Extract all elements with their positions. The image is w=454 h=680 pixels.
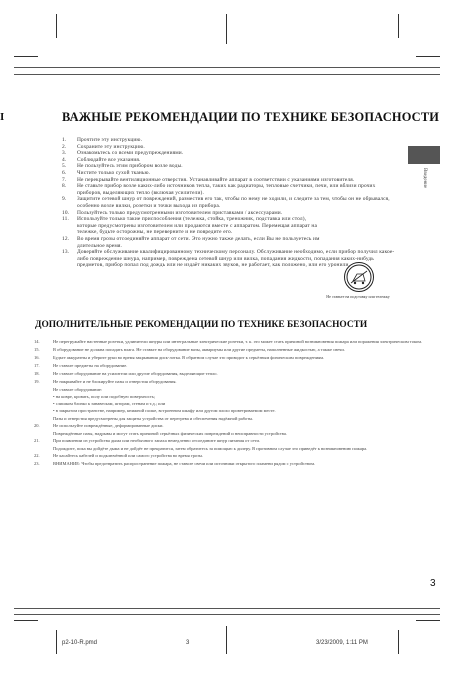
list-item-number: 16. [34,354,40,360]
page-marker: I [0,111,5,123]
crop-mark [416,56,440,57]
list-item-text: Пользуйтесь только предусмотренными изготовителем приставками / аксессуарами. [77,209,283,216]
safety-instruction-item [62,236,325,249]
footer-timestamp: 3/23/2009, 1:11 PM [316,640,368,646]
list-item-number: 11. [62,216,69,223]
crop-mark [226,14,227,44]
list-item-text: Сохраните эту инструкцию. [77,143,145,150]
top-rule [14,67,440,68]
additional-instruction-item [34,453,428,459]
list-item-number: 5. [62,163,67,170]
page-title: ВАЖНЫЕ РЕКОМЕНДАЦИИ ПО ТЕХНИКЕ БЕЗОПАСНОСТИ [62,110,440,124]
additional-instruction-item [34,461,428,467]
list-item-text: • в закрытом пространстве, например, книжной полке, встроенном шкафу или другом плохо проветриваемом месте. [53,408,276,414]
list-item-text: Не ставьте оборудование: [53,386,103,392]
list-item-text: Не ставьте прибор возле каких-либо источников тепла, таких как радиаторы, тепловые счетчики, печи, или вблизи прочих приборов, выделяющих тепло (включая усилители). [77,183,376,196]
footer-filename: p2-10-R.pmd [62,640,98,646]
safety-instruction-item [62,216,325,236]
list-item-text: В оборудование не должна попадать влага. Не ставьте на оборудование вазы, аквариумы или другие предметы, наполненные жидкостью, а также свечи. [53,346,345,352]
list-item-number: 19. [34,378,40,384]
section-tab [408,146,440,164]
list-item-number: 17. [34,362,40,368]
list-item-number: 20. [34,422,40,428]
additional-instruction-item [34,347,428,353]
list-item-number: 6. [62,169,67,176]
additional-instruction-item [34,379,428,385]
list-item-number: 14. [34,339,40,344]
list-item-number: 9. [62,196,67,203]
list-item-text: Не накрывайте и не блокируйте пазы и отверстия оборудования. [53,378,177,384]
additional-instructions-list [34,339,428,469]
cart-warning-caption: Не ставьте на подставку или тележку [326,294,390,299]
list-item-number: 15. [34,346,40,352]
additional-instruction-item [34,446,428,452]
safety-instruction-item [62,163,398,170]
list-item-text: • на ковре, кровать, полу или подобную поверхность; [53,394,156,400]
crop-mark [14,620,38,621]
additional-instruction-item [34,408,428,414]
crop-mark [226,626,227,654]
footer-page: 3 [186,640,190,646]
crop-mark [398,630,399,654]
safety-instruction-item [62,183,398,196]
list-item-text: ВНИМАНИЕ: Чтобы предотвратить распространение пожара, не ставьте свечи или источники открытого пламени рядом с устройством. [53,461,316,467]
list-item-number: 21. [34,438,40,444]
list-item-number: 3. [62,150,67,157]
bottom-rule [14,608,440,609]
list-item-text: Подождите, пока вы дойдёте дыма и не дойдёт не прекратится, затем обратитесь за помощью к дилеру. В противном случае это приведёт к возникновению пожара. [53,446,368,451]
safety-instruction-item [62,150,398,157]
list-item-text: Не пользуйтесь этим прибором возле воды. [77,163,183,170]
crop-mark [416,620,440,621]
list-item-number: 1. [62,137,67,143]
additional-instruction-item [34,431,428,437]
additional-instruction-item [34,339,428,345]
additional-instruction-item [34,355,428,361]
list-item-text: • слишком близко к занавескам, шторам, стенам и т.д.; или [53,401,166,407]
top-rule [14,74,440,75]
safety-instructions-list [62,137,398,269]
crop-mark [56,630,57,654]
additional-instruction-item [34,438,428,444]
list-item-number: 4. [62,156,67,163]
list-item-text: Пазы и отверстия предусмотрены для защиты устройства от перегрева и обеспечения надёжной работы. [53,415,254,421]
list-item-number: 8. [62,183,67,190]
list-item-text: Не ставьте предметы на оборудование. [53,362,128,368]
safety-instruction-item [62,137,398,144]
list-item-number: 12. [62,235,70,242]
list-item-text: Не касайтесь кабелей и подключённой или самого устройства во время грозы. [53,453,204,459]
list-item-text: При появлении из устройства дыма или необычного запаха немедленно отсоедините шнур питания от сети. [53,438,260,444]
list-item-number: 18. [34,370,40,376]
list-item-number: 2. [62,143,67,150]
list-item-text: Во время грозы отсоединяйте аппарат от сети. Это нужно также делать, если Вы не пользуетесь им длительное время. [77,235,320,249]
list-item-text: Используйте только такие приспособления (тележка, стойка, треножник, подставка или стол), которые предусмотрены изготовителем или продаются вместе с аппаратом. Перемещая аппарат на тележке, будьте осторожны, не переверните и не повредите его. [77,216,318,236]
list-item-text: Доверяйте обслуживание квалифицированному техническому персоналу. Обслуживание необходимо, если прибор получил какое-либо повреждение шнура, например, повреждена сетевой шнур или вилка, попадания жидкости, попадания каких-нибудь предметов, прибор попал под дождь или не издаёт никаких звуков, не работает, как положено, или его уронили. [77,249,395,269]
additional-instruction-item [34,401,428,407]
additional-instruction-item [34,387,428,393]
cart-warning-icon [344,262,374,292]
additional-instruction-item [34,371,428,377]
list-item-number: 10. [62,209,70,216]
list-item-number: 22. [34,453,40,459]
safety-instruction-item [62,144,398,151]
list-item-text: Не перегружайте настенные розетки, удлинители шнуры или интегральные электрические розетки, т. к. это может стать причиной возникновения пожара или поражения электрическим током. [53,339,423,344]
list-item-text: Не используйте повреждённые, деформированные диски. [53,422,164,428]
list-item-text: Защитите сетевой шнур от повреждений, разместив его так, чтобы по нему не ходили, и следите за тем, чтобы он не обрывался, особенно возле вилки, розетки и точки выхода из прибора. [77,196,390,209]
list-item-text: Не перекрывайте вентиляционные отверстия. Устанавливайте аппарат в соответствии с указаниями изготовителя. [77,176,355,183]
cart-warning-figure [318,262,398,310]
list-item-number: 23. [34,461,40,467]
additional-instruction-item [34,363,428,369]
crop-mark [14,56,38,57]
crop-mark [398,14,399,38]
list-item-text: Ознакомьтесь со всеми предупреждениями. [77,150,184,157]
additional-instruction-item [34,423,428,429]
crop-mark [56,14,57,38]
section-title: ДОПОЛНИТЕЛЬНЫЕ РЕКОМЕНДАЦИИ ПО ТЕХНИКЕ БЕЗОПАСНОСТИ [35,320,368,330]
safety-instruction-item [62,170,398,177]
list-item-text: Чистите только сухой тканью. [77,169,151,176]
additional-instruction-item [34,394,428,400]
list-item-text: Не ставьте оборудование на усилители или другие оборудования, выделяющие тепло. [53,370,218,376]
list-item-text: Будьте аккуратны и уберите руки во время закрывания диск-лотка. В обратном случае это приводит к серьёзным физическим повреждениям. [53,354,325,360]
list-item-text: Повреждённые пазы, надрывы и могут стать причиной серьёзных физических повреждений и неисправности устройства. [53,430,287,436]
list-item-number: 7. [62,176,67,183]
list-item-number: 13. [62,249,70,256]
page-number: 3 [430,578,436,589]
additional-instruction-item [34,416,428,422]
section-tab-label: Введение [422,168,427,189]
safety-instruction-item [62,196,398,209]
list-item-text: Прочтите эту инструкцию. [77,137,143,143]
bottom-rule [14,614,440,615]
list-item-text: Соблюдайте все указания. [77,156,141,163]
